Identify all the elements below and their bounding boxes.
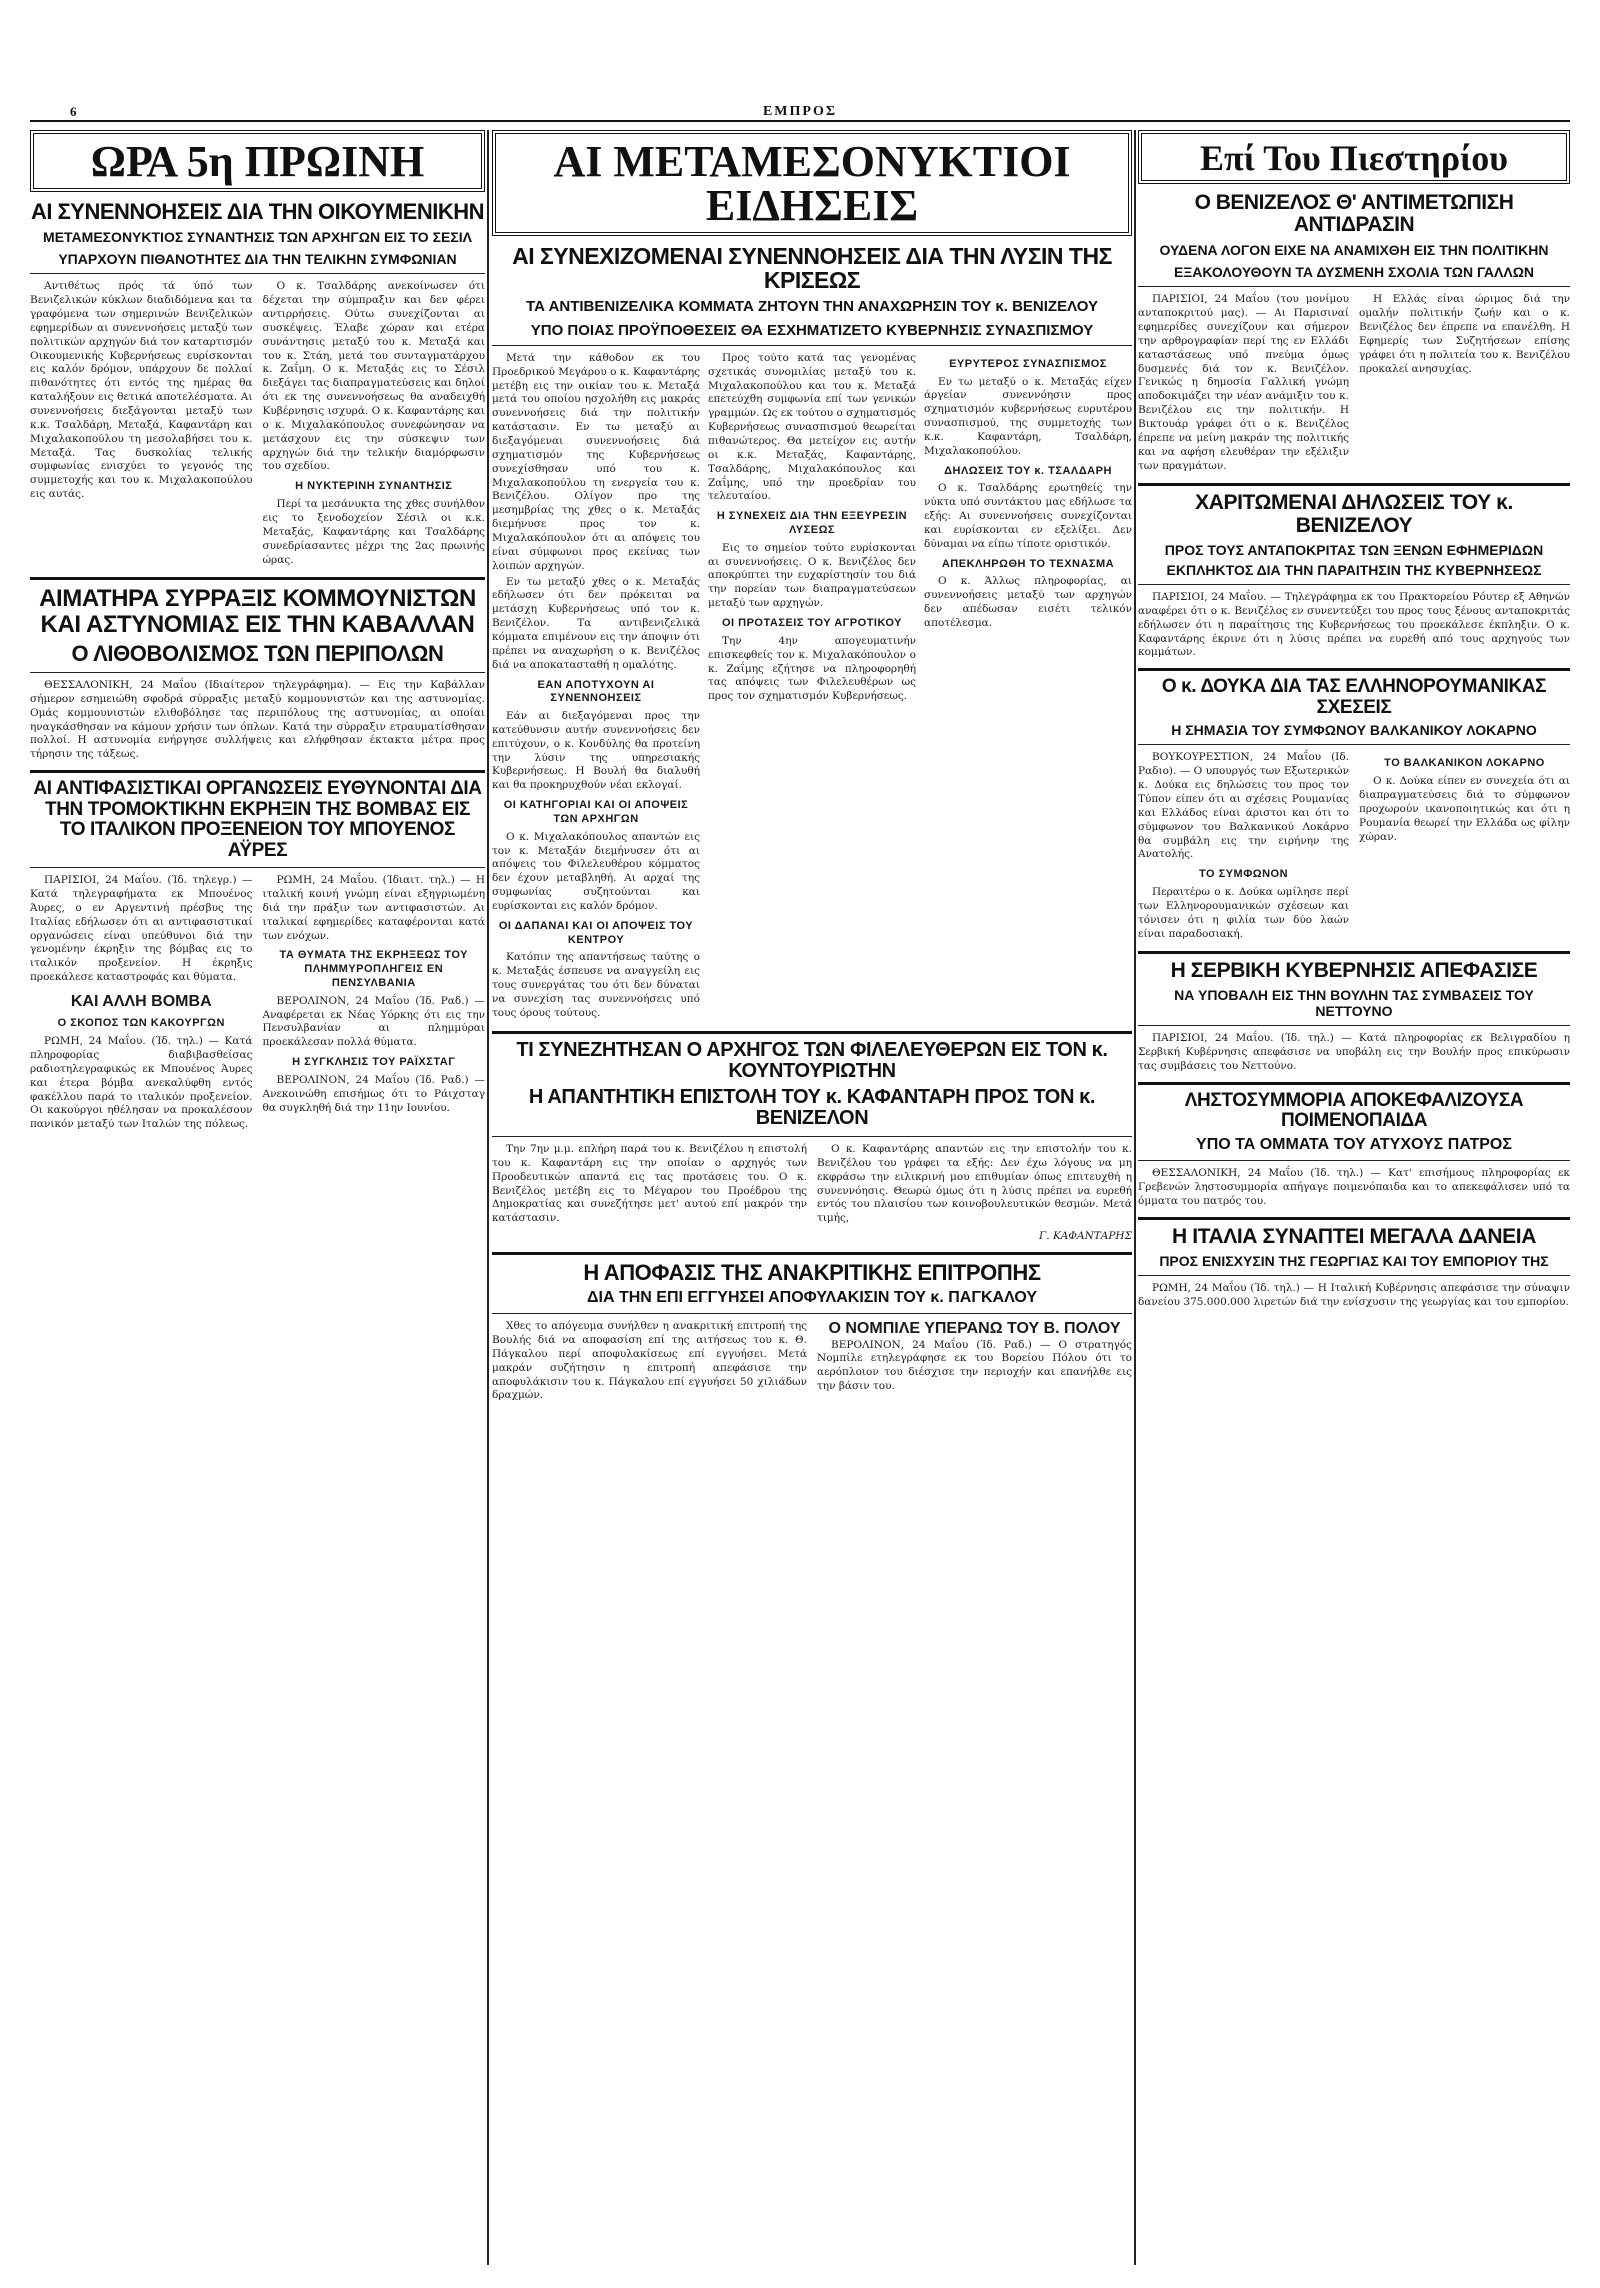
subhead: Ο ΝΟΜΠΙΛΕ ΥΠΕΡΑΝΩ ΤΟΥ Β. ΠΟΛΟΥ <box>828 1320 1121 1338</box>
subheadline: ΝΑ ΥΠΟΒΑΛΗ ΕΙΣ ΤΗΝ ΒΟΥΛΗΝ ΤΑΣ ΣΥΜΒΑΣΕΙΣ ΤΟΥ ΝΕΤΤΟΥΝΟ <box>1174 987 1534 1020</box>
divider <box>492 1313 1132 1314</box>
divider <box>1138 668 1570 671</box>
page-number: 6 <box>70 104 79 119</box>
divider <box>492 1252 1132 1255</box>
headline-serbia: Η ΣΕΡΒΙΚΗ ΚΥΒΕΡΝΗΣΙΣ ΑΠΕΦΑΣΙΣΕ <box>1170 959 1538 983</box>
divider <box>1138 951 1570 954</box>
article-text: ΒΕΡΟΛΙΝΟΝ, 24 Μαΐου (Ίδ. Ραδ.) — Ανεκοινώθη επισήμως ότι το Ράιχσταγ θα συγκληθή διά την 11ην Ιουνίου. <box>262 1073 485 1114</box>
subheadline: ΕΚΠΛΗΚΤΟΣ ΔΙΑ ΤΗΝ ΠΑΡΑΙΤΗΣΙΝ ΤΗΣ ΚΥΒΕΡΝΗΣΕΩΣ <box>1166 561 1542 578</box>
column-left <box>30 130 485 2265</box>
subhead: ΟΙ ΠΡΟΤΑΣΕΙΣ ΤΟΥ ΑΓΡΟΤΙΚΟΥ <box>721 617 902 630</box>
article-text: Ο κ. Άλλως πληροφορίας, αι συνεννοήσεις μεταξύ των αρχηγών δεν απέδωσαν εισέτι τελικόν αποτέλεσμα. <box>924 575 1132 630</box>
divider <box>1138 1217 1570 1220</box>
headline-pangalos: Η ΑΠΟΦΑΣΙΣ ΤΗΣ ΑΝΑΚΡΙΤΙΚΗΣ ΕΠΙΤΡΟΠΗΣ <box>583 1260 1041 1286</box>
article-text: Η Ελλάς είναι ώριμος διά την ομαλήν πολιτικήν ζωήν και ο κ. Βενιζέλος δεν έπρεπε να επανέλθη. Η Εφημερίς των Συζητήσεων επίσης γράφει ότι η πολιτεία του κ. Βενιζέλου προκαλεί ανησυχίας. <box>1359 293 1570 375</box>
article-text: Αντιθέτως πρός τά ύπό των Βενιζελικών κύκλων διαδιδόμενα και τα γραφόμενα των σημερινών Βενιζελικών εφημερίδων αι συνεννοήσεις μεταξύ των πολιτικών αρχηγών διά τον καταρτισμόν Οικουμενικής Κυβερνήσεως ευρίσκονται εις καλόν δρόμον, υπάρχουν δε πολλαί πιθανότητες ότι εντός της ημέρας θα καταλήξουν εις θετικά αποτελέσματα. Αι συνεννοήσεις διεξάγονται μεταξύ των κ.κ. Τσαλδάρη, Μεταξά, Καφαντάρη και Μιχαλακοπούλου τη μεσολαβήσει του κ. Μεταξά. Τας δυσκολίας τελικής συμφωνίας ενισχύει το γεγονός της συμμετοχής και του κ. Μιχαλακοπούλου εις αυτάς. <box>30 280 253 501</box>
subheadline: ΥΠΟ ΠΟΙΑΣ ΠΡΟΫΠΟΘΕΣΕΙΣ ΘΑ ΕΣΧΗΜΑΤΙΖΕΤΟ ΚΥΒΕΡΝΗΣΙΣ ΣΥΝΑΣΠΙΣΜΟΥ <box>530 321 1094 339</box>
article-text: ΠΑΡΙΣΙΟΙ, 24 Μαΐου. — Τηλεγράφημα εκ του Πρακτορείου Ρόυτερ εξ Αθηνών αναφέρει ότι ο κ. Βενιζέλος εν συνεντεύξει του προς τους ξένους ανταποκριτάς εδήλωσεν ότι η παραίτησις της Κυβερνήσεως του προεκάλεσε έκπληξιν. Ο κ. Καφαντάρης έκρινε ότι η λύσις πρέπει να ευρεθή από τους αρχηγούς των κομμάτων. <box>1138 590 1570 659</box>
article-text: Προς τούτο κατά τας γενομένας σχετικάς συνομιλίας μεταξύ του κ. Μιχαλακοπούλου και του κ. Μεταξά επετεύχθη συμφωνία επί των γενικών γραμμών. Ως εκ τούτου ο σχηματισμός Κυβερνήσεως συνασπισμού θεωρείται πιθανώτερος. Θα μετείχον εις αυτήν οι κ.κ. Μεταξάς, Καφαντάρης, Τσαλδάρης, Μιχαλακόπουλος και Ζαΐμης, υπό την προεδρίαν του τελευταίου. <box>708 351 916 503</box>
subhead: Ο ΣΚΟΠΟΣ ΤΩΝ ΚΑΚΟΥΡΓΩΝ <box>57 1017 225 1030</box>
subheadline: Η ΣΗΜΑΣΙΑ ΤΟΥ ΣΥΜΦΩΝΟΥ ΒΑΛΚΑΝΙΚΟΥ ΛΟΚΑΡΝΟ <box>1171 722 1537 739</box>
masthead-strip <box>30 104 1570 122</box>
article-text: Περαιτέρω ο κ. Δούκα ωμίλησε περί των Ελληνορουμανικών σχέσεων και τόνισεν ότι η φιλία των δύο λαών είναι παραδοσιακή. <box>1138 886 1349 940</box>
article-text: Την 4ην απογευματινήν επισκεφθείς τον κ. Μιχαλακόπουλον ο κ. Ζαΐμης εζήτησε να πληροφορηθή τας απόψεις των Φιλελευθέρων ως προς τον σχηματισμόν Κυβερνήσεως. <box>708 634 916 703</box>
column-right <box>1138 130 1570 2265</box>
column-divider <box>487 130 489 2265</box>
article-text: ΡΩΜΗ, 24 Μαΐου. (Ίδ. τηλ.) — Κατά πληροφορίας διαβιβασθείσας ραδιοτηλεγραφικώς εκ Μπουένος Άυρες και έτερα βόμβα ανεκαλύφθη εντός φακέλλου παρά το ιταλικόν προξενείον. Οι κακούργοι ηθέλησαν να προκαλέσουν πανικόν μεταξύ των Ιταλών της πόλεως. <box>30 1035 253 1131</box>
article-text: ΒΕΡΟΛΙΝΟΝ, 24 Μαΐου (Ίδ. Ραδ.) — Αναφέρεται εκ Νέας Υόρκης ότι εις την Πενσυλβανίαν αι πλημμύραι προεκάλεσαν πολλά θύματα. <box>262 994 485 1049</box>
article-text: Την 7ην μ.μ. επλήρη παρά του κ. Βενιζέλου η επιστολή του κ. Καφαντάρη εις την οποίαν ο αρχηγός των Προοδευτικών απαντά εις τας προτάσεις του. Ο κ. Βενιζέλος μετέβη εις το Μέγαρον του Προέδρου της Δημοκρατίας και συνεζήτησε μετ' αυτού επί μακρόν την κατάστασιν. <box>492 1143 807 1225</box>
headline-venizelos-statements: ΧΑΡΙΤΩΜΕΝΑΙ ΔΗΛΩΣΕΙΣ ΤΟΥ κ. ΒΕΝΙΖΕΛΟΥ <box>1195 491 1513 538</box>
article-text: ΘΕΣΣΑΛΟΝΙΚΗ, 24 Μαΐου (Ιδιαίτερον τηλεγράφημα). — Εις την Καβάλλαν σήμερον εσημειώθη σφοδρά σύρραξις μεταξύ κομμουνιστών και της αστυνομίας. Ομάς κομμουνιστών ελιθοβόλησε τας περιπόλους της αστυνομίας, αι οποίαι ηναγκάσθησαν να κάμουν χρήσιν των όπλων. Κατά την σύρραξιν ετραυματίσθησαν πολλοί. Η αστυνομία ενήργησε συλλήψεις και ελήφθησαν έκτακτα μέτρα προς τήρησιν της τάξεως. <box>30 678 485 761</box>
signature: Γ. ΚΑΦΑΝΤΑΡΗΣ <box>1039 1230 1132 1243</box>
article-text: ΡΩΜΗ, 24 Μαΐου. (Ίδιαιτ. τηλ.) — Η ιταλική κοινή γνώμη είναι εξηγριωμένη διά την πράξιν των αντιφασιστών. Αι ιταλικαί εφημερίδες καταφέρονται κατά των ενόχων. <box>262 874 485 942</box>
article-text: Κατόπιν της απαντήσεως ταύτης ο κ. Μεταξάς έσπευσε να αναγγείλη εις τους συνεργάτας του ότι δεν δύναται να συνεχίση τας συνεννοήσεις υπό τους όρους τούτους. <box>492 951 700 1019</box>
subheadline: ΥΠΑΡΧΟΥΝ ΠΙΘΑΝΟΤΗΤΕΣ ΔΙΑ ΤΗΝ ΤΕΛΙΚΗΝ ΣΥΜΦΩΝΙΑΝ <box>58 251 457 268</box>
headline-kountouriotis: ΤΙ ΣΥΝΕΖΗΤΗΣΑΝ Ο ΑΡΧΗΓΟΣ ΤΩΝ ΦΙΛΕΛΕΥΘΕΡΩΝ ΕΙΣ ΤΟΝ κ. ΚΟΥΝΤΟΥΡΙΩΤΗΝ <box>516 1038 1108 1083</box>
article-text: ΒΕΡΟΛΙΝΟΝ, 24 Μαΐου (Ίδ. Ραδ.) — Ο στρατηγός Νομπίλε ετηλεγράφησε εκ του Βορείου Πόλου ότι το αερόπλοιον του διέσχισε την περιοχήν και επανήλθε εις την βάσιν του. <box>817 1338 1132 1393</box>
divider <box>30 672 485 673</box>
subhead: Η ΣΥΓΚΛΗΣΙΣ ΤΟΥ ΡΑΪΧΣΤΑΓ <box>292 1056 456 1069</box>
subhead: ΤΑ ΘΥΜΑΤΑ ΤΗΣ ΕΚΡΗΞΕΩΣ ΤΟΥ ΠΛΗΜΜΥΡΟΠΛΗΓΕΙΣ ΕΝ ΠΕΝΣΥΛΒΑΝΙΑ <box>279 949 468 989</box>
subhead: ΕΥΡΥΤΕΡΟΣ ΣΥΝΑΣΠΙΣΜΟΣ <box>949 357 1107 370</box>
divider <box>30 577 485 580</box>
article-text: Ο κ. Μιχαλακόπουλος απαντών εις τον κ. Μεταξάν διεμήνυσεν ότι αι απόψεις του Φιλελευθέρου κόμματος δεν έχουν μεταβληθή. Αι αρχαί της συμφωνίας συζητούνται και ευρίσκονται εις καλόν δρόμον. <box>492 830 700 912</box>
divider <box>1138 744 1570 745</box>
divider <box>1138 1082 1570 1085</box>
subhead: ΕΑΝ ΑΠΟΤΥΧΟΥΝ ΑΙ ΣΥΝΕΝΝΟΗΣΕΙΣ <box>537 678 655 705</box>
subhead: ΑΠΕΚΛΗΡΩΘΗ ΤΟ ΤΕΧΝΑΣΜΑ <box>941 557 1115 570</box>
divider <box>30 770 485 773</box>
article-text: ΠΑΡΙΣΙΟΙ, 24 Μαΐου. (Ίδ. τηλεγρ.) — Κατά τηλεγραφήματα εκ Μπουένος Άυρες, ο εν Αργεντινή πρέσβυς της Ιταλίας εδήλωσεν ότι αι αντιφασιστικαί οργανώσεις είναι υπεύθυνοι διά την γενομένην έκρηξιν της βόμβας εις το ιταλικόν προξενείον. Η έκρηξις προεκάλεσε καταστροφάς και θύματα. <box>30 874 253 984</box>
divider <box>1138 286 1570 287</box>
article-text: Εν τω μεταξύ ο κ. Μεταξάς είχεν άργείαν συνεννόησιν προς σχηματισμόν κυβερνήσεως ευρυτέρου συνασπισμού, της συμμετοχής των κ.κ. Καφαντάρη, Τσαλδάρη, Μιχαλακοπούλου. <box>924 375 1132 457</box>
divider <box>30 273 485 274</box>
column-center <box>492 130 1132 2265</box>
subhead: ΚΑΙ ΑΛΛΗ ΒΟΜΒΑ <box>70 993 212 1011</box>
article-text: Ο κ. Τσαλδάρης ανεκοίνωσεν ότι δέχεται την σύμπραξιν και δεν φέρει αντιρρήσεις. Ούτω συνεχίζονται αι συσκέψεις. Έλαβε χώραν και ετέρα συνάντησις μεταξύ του κ. Μεταξά και του κ. Στάη, μετά του συνταγματάρχου κ. Ζαΐμη. Ο κ. Μεταξάς εις το Σέσιλ διεξάγει τας διαπραγματεύσεις και δηλοί ότι εκ της συνεννοήσεως θα αναδειχθή Κυβέρνησις ισχυρά. Ο κ. Καφαντάρης και ο κ. Μιχαλακόπουλος συνεφώνησαν να μετάσχουν εις την σύσκεψιν των αρχηγών διά την τελικήν διαμόρφωσιν του σχεδίου. <box>262 280 485 473</box>
subhead: Η ΝΥΚΤΕΡΙΝΗ ΣΥΝΑΝΤΗΣΙΣ <box>295 480 453 493</box>
subheadline: ΤΑ ΑΝΤΙΒΕΝΙΖΕΛΙΚΑ ΚΟΜΜΑΤΑ ΖΗΤΟΥΝ ΤΗΝ ΑΝΑΧΩΡΗΣΙΝ ΤΟΥ κ. ΒΕΝΙΖΕΛΟΥ <box>526 298 1098 316</box>
divider <box>492 1031 1132 1034</box>
subheadline: ΔΙΑ ΤΗΝ ΕΠΙ ΕΓΓΥΗΣΕΙ ΑΠΟΦΥΛΑΚΙΣΙΝ ΤΟΥ κ. ΠΑΓΚΑΛΟΥ <box>587 1288 1037 1306</box>
divider <box>1138 1160 1570 1161</box>
article-text: Χθες το απόγευμα συνήλθεν η ανακριτική επιτροπή της Βουλής διά να αποφασίση επί της αιτήσεως του κ. Θ. Πάγκαλου περί αποφυλακίσεως επί εγγυήσει. Μετά μακράν συζήτησιν η επιτροπή απεφάσισε την αποφυλάκισιν του κ. Πάγκαλου επί εγγυήσει 50 χιλιάδων δραχμών. <box>492 1320 807 1402</box>
article-text: Εν τω μεταξύ χθες ο κ. Μεταξάς εδήλωσεν ότι δεν πρόκειται να μετάσχη Κυβερνήσεως υπό τον κ. Βενιζέλον. Τα αντιβενιζελικά κόμματα επιμένουν εις την άποψιν ότι πρέπει να αναχωρήση ο κ. Βενιζέλος διά να αποκατασταθή η ομαλότης. <box>492 575 700 671</box>
divider <box>1138 584 1570 585</box>
article-text: ΠΑΡΙΣΙΟΙ, 24 Μαΐου (του μονίμου ανταποκριτού μας). — Αι Παρισιναί εφημερίδες συνεχίζουν και σήμερον την αρθρογραφίαν περί της εν Ελλάδι καταστάσεως υπό πνεύμα όμως δυσμενές διά τον κ. Βενιζέλον. Γενικώς η δημοσία Γαλλική γνώμη αποδοκιμάζει την νέαν ανάμιξιν του κ. Βενιζέλου εις την πολιτικήν. Η Βικτουάρ γράφει ότι ο κ. Βενιζέλος έπρεπε να μείνη μακράν της πολιτικής και να αφήση ελευθέραν την εξέλιξιν των πραγμάτων. <box>1138 293 1349 472</box>
divider <box>492 1136 1132 1137</box>
divider <box>1138 1275 1570 1276</box>
headline-bandits: ΛΗΣΤΟΣΥΜΜΟΡΙΑ ΑΠΟΚΕΦΑΛΙΖΟΥΣΑ ΠΟΙΜΕΝΟΠΑΙΔΑ <box>1184 1089 1524 1132</box>
divider <box>1138 1025 1570 1026</box>
section-title-ora: ΩΡΑ 5η ΠΡΩΙΝΗ <box>30 130 485 192</box>
subheadline: ΠΡΟΣ ΕΝΙΣΧΥΣΙΝ ΤΗΣ ΓΕΩΡΓΙΑΣ ΚΑΙ ΤΟΥ ΕΜΠΟΡΙΟΥ ΤΗΣ <box>1159 1252 1549 1269</box>
subhead: ΟΙ ΚΑΤΗΓΟΡΙΑΙ ΚΑΙ ΟΙ ΑΠΟΨΕΙΣ ΤΩΝ ΑΡΧΗΓΩΝ <box>503 799 689 825</box>
headline-kavala: ΑΙΜΑΤΗΡΑ ΣΥΡΡΑΞΙΣ ΚΟΜΜΟΥΝΙΣΤΩΝ ΚΑΙ ΑΣΤΥΝΟΜΙΑΣ ΕΙΣ ΤΗΝ ΚΑΒΑΛΛΑΝ <box>39 585 476 639</box>
article-text: ΒΟΥΚΟΥΡΕΣΤΙΟΝ, 24 Μαΐου (Ιδ. Ραδιο). — Ο υπουργός των Εξωτερικών κ. Δούκα εις δηλώσεις του προς τον Τύπον είπεν ότι αι σχέσεις Ρουμανίας και Ελλάδος είναι άριστοι και ότι το σύμφωνον του Βαλκανικού Λοκάρνο θα συμβάλη εις την ειρήνην της Ανατολής. <box>1138 751 1349 861</box>
article-text: Ο κ. Τσαλδάρης ερωτηθείς την νύκτα υπό συντάκτου μας εδήλωσε τα εξής: Αι συνεννοήσεις συνεχίζονται και ευρίσκονται εν εξελίξει. Δεν δύναμαι να είπω τίποτε οριστικόν. <box>924 482 1132 550</box>
article-text: ΠΑΡΙΣΙΟΙ, 24 Μαΐου. (Ίδ. τηλ.) — Κατά πληροφορίας εκ Βελιγραδίου η Σερβική Κυβέρνησις απεφάσισε να υποβάλη εις την Βουλήν προς επικύρωσιν τας συμβάσεις του Νεττούνο. <box>1138 1032 1570 1073</box>
subheadline: ΟΥΔΕΝΑ ΛΟΓΟΝ ΕΙΧΕ ΝΑ ΑΝΑΜΙΧΘΗ ΕΙΣ ΤΗΝ ΠΟΛΙΤΙΚΗΝ <box>1159 242 1549 259</box>
headline-bomb: ΑΙ ΑΝΤΙΦΑΣΙΣΤΙΚΑΙ ΟΡΓΑΝΩΣΕΙΣ ΕΥΘΥΝΟΝΤΑΙ ΔΙΑ ΤΗΝ ΤΡΟΜΟΚΤΙΚΗΝ ΕΚΡΗΞΙΝ ΤΗΣ ΒΟΜΒΑΣ ΕΙΣ ΤΟ ΙΤΑΛΙΚΟΝ ΠΡΟΞΕΝΕΙΟΝ ΤΟΥ ΜΠΟΥΕΝΟΣ ΑΫΡΕΣ <box>33 778 482 861</box>
subhead: ΤΟ ΒΑΛΚΑΝΙΚΟΝ ΛΟΚΑΡΝΟ <box>1384 757 1545 770</box>
divider <box>30 867 485 868</box>
headline-crisis: ΑΙ ΣΥΝΕΧΙΖΟΜΕΝΑΙ ΣΥΝΕΝΝΟΗΣΕΙΣ ΔΙΑ ΤΗΝ ΛΥΣΙΝ ΤΗΣ ΚΡΙΣΕΩΣ <box>512 243 1112 294</box>
article-text: Εις το σημείον τούτο ευρίσκονται αι συνεννοήσεις. Ο κ. Βενιζέλος δεν αποκρύπτει την ευχαρίστησίν του διά την πορείαν των διαπραγματεύσεων μεταξύ των αρχηγών. <box>708 541 916 610</box>
headline-oikoumeniki: ΑΙ ΣΥΝΕΝΝΟΗΣΕΙΣ ΔΙΑ ΤΗΝ ΟΙΚΟΥΜΕΝΙΚΗΝ <box>30 199 484 224</box>
article-text: ΡΩΜΗ, 24 Μαΐου (Ίδ. τηλ.) — Η Ιταλική Κυβέρνησις απεφάσισε την σύναψιν δανείου 375.000.000 λιρετών διά την ενίσχυσιν της γεωργίας και του εμπορίου. <box>1138 1281 1570 1308</box>
article-text: Ο κ. Καφαντάρης απαντών εις την επιστολήν του κ. Βενιζέλου του γράφει τα εξής: Δεν έχω λόγους να μη εκφράσω την ειλικρινή μου επιθυμίαν όπως επιτευχθή η συνεννόησις. Θεωρώ όμως ότι η λύσις πρέπει να ευρεθή εντός του πλαισίου των κοινοβουλευτικών θεσμών. Μετά τιμής, <box>817 1143 1132 1225</box>
headline-venizelos: Ο ΒΕΝΙΖΕΛΟΣ Θ' ΑΝΤΙΜΕΤΩΠΙΣΗ ΑΝΤΙΔΡΑΣΙΝ <box>1194 191 1514 237</box>
divider <box>1138 483 1570 486</box>
column-divider <box>1134 130 1136 2265</box>
paper-name: ΕΜΠΡΟΣ <box>762 104 838 119</box>
article-text: Μετά την κάθοδον εκ του Προεδρικού Μεγάρου ο κ. Καφαντάρης μετέβη εις την οικίαν του κ. Μεταξά μετά του οποίου ησχολήθη εις μακράς συνεννοήσεις διά την πολιτικήν κατάστασιν. Εν τω μεταξύ αι διεξαγόμεναι συνεννοήσεις διά σχηματισμόν της Κυβερνήσεως συνεχίσθησαν υπό του κ. Μιχαλακοπούλου τη ενεργεία του κ. Βενιζέλου. Ολίγον προ της μεσημβρίας της χθες ο κ. Μεταξάς διεμήνυσε προς τον κ. Μιχαλακόπουλον ότι αι απόψεις του είναι σύμφωνοι προς εκείνας των λοιπών αρχηγών. <box>492 351 700 572</box>
section-title-meta: ΑΙ ΜΕΤΑΜΕΣΟΝΥΚΤΙΟΙ ΕΙΔΗΣΕΙΣ <box>492 130 1132 236</box>
subheadline: ΜΕΤΑΜΕΣΟΝΥΚΤΙΟΣ ΣΥΝΑΝΤΗΣΙΣ ΤΩΝ ΑΡΧΗΓΩΝ ΕΙΣ ΤΟ ΣΕΣΙΛ <box>43 229 472 246</box>
subheadline: ΥΠΟ ΤΑ ΟΜΜΑΤΑ ΤΟΥ ΑΤΥΧΟΥΣ ΠΑΤΡΟΣ <box>1196 1135 1512 1153</box>
headline-douka: Ο κ. ΔΟΥΚΑ ΔΙΑ ΤΑΣ ΕΛΛΗΝΟΡΟΥΜΑΝΙΚΑΣ ΣΧΕΣΕΙΣ <box>1161 676 1547 718</box>
article-text: Περί τα μεσάνυκτα της χθες συνήλθον εις το ξενοδοχείον Σέσιλ οι κ.κ. Μεταξάς, Καφαντάρης και Τσαλδάρης συνεδρίασαντες μέχρι της 2ας πρωινής ώρας. <box>262 498 485 566</box>
subheadline: Η ΑΠΑΝΤΗΤΙΚΗ ΕΠΙΣΤΟΛΗ ΤΟΥ κ. ΚΑΦΑΝΤΑΡΗ ΠΡΟΣ ΤΟΝ κ. ΒΕΝΙΖΕΛΟΝ <box>528 1085 1096 1130</box>
article-text: Ο κ. Δούκα είπεν εν συνεχεία ότι αι διαπραγματεύσεις διά το σύμφωνον προχωρούν ικανοποιητικώς και ότι η Ρουμανία θεωρεί την Ελλάδα ως φίλην χώραν. <box>1359 775 1570 843</box>
subheadline: Ο ΛΙΘΟΒΟΛΙΣΜΟΣ ΤΩΝ ΠΕΡΙΠΟΛΩΝ <box>71 641 444 667</box>
subhead: Η ΣΥΝΕΧΕΙΣ ΔΙΑ ΤΗΝ ΕΞΕΥΡΕΣΙΝ ΛΥΣΕΩΣ <box>716 510 908 536</box>
subheadline: ΠΡΟΣ ΤΟΥΣ ΑΝΤΑΠΟΚΡΙΤΑΣ ΤΩΝ ΞΕΝΩΝ ΕΦΗΜΕΡΙΔΩΝ <box>1164 541 1544 558</box>
subheadline: ΕΞΑΚΟΛΟΥΘΟΥΝ ΤΑ ΔΥΣΜΕΝΗ ΣΧΟΛΙΑ ΤΩΝ ΓΑΛΛΩΝ <box>1173 264 1535 281</box>
headline-italy: Η ΙΤΑΛΙΑ ΣΥΝΑΠΤΕΙ ΜΕΓΑΛΑ ΔΑΝΕΙΑ <box>1172 1224 1536 1248</box>
subhead: ΤΟ ΣΥΜΦΩΝΟΝ <box>1198 868 1289 881</box>
section-title-piestirio: Επί Του Πιεστηρίου <box>1138 130 1570 184</box>
article-text: ΘΕΣΣΑΛΟΝΙΚΗ, 24 Μαΐου (Ίδ. τηλ.) — Κατ' επισήμους πληροφορίας εκ Γρεβενών ληστοσυμμορία απήγαγε ποιμενόπαιδα και το απεκεφάλισεν υπό τα όμματα του πατρός του. <box>1138 1167 1570 1208</box>
subhead: ΔΗΛΩΣΕΙΣ ΤΟΥ κ. ΤΣΑΛΔΑΡΗ <box>944 464 1112 477</box>
article-text: Εάν αι διεξαγόμεναι προς την κατεύθυνσιν αυτήν συνεννοήσεις δεν επιτύχουν, ο κ. Κονδύλης θα προτείνη την λύσιν της υπηρεσιακής Κυβερνήσεως. Η Βουλή θα διαλυθή και θα προκηρυχθούν νέαι εκλογαί. <box>492 710 700 792</box>
divider <box>492 345 1132 346</box>
subhead: ΟΙ ΔΑΠΑΝΑΙ ΚΑΙ ΟΙ ΑΠΟΨΕΙΣ ΤΟΥ ΚΕΝΤΡΟΥ <box>498 919 694 946</box>
